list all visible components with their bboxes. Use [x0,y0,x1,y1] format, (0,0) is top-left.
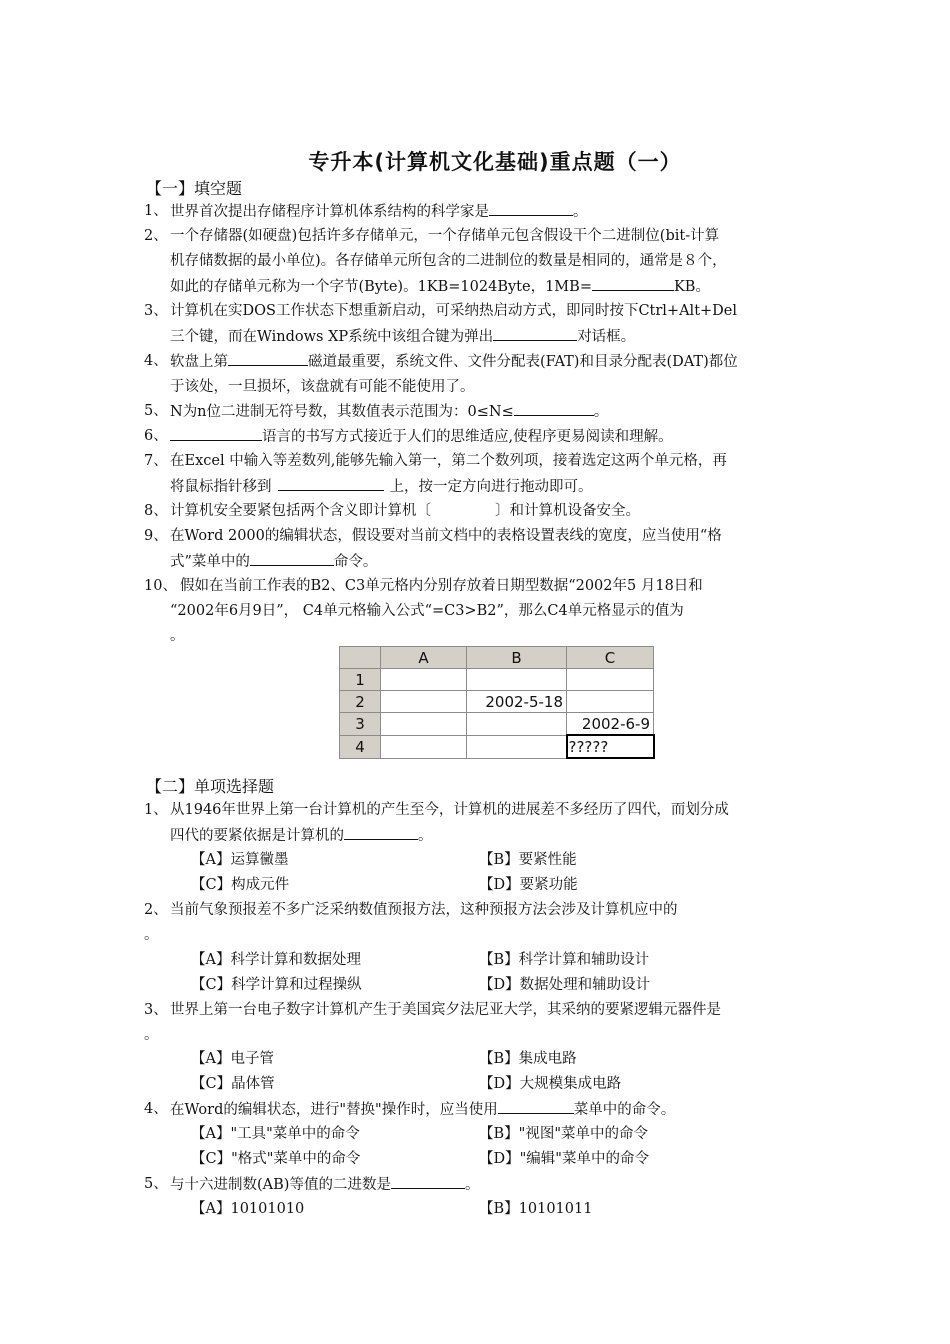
option-b[interactable]: 【B】科学计算和辅助设计 [479,952,650,968]
option-b[interactable]: 【B】10101011 [479,1201,593,1217]
choice-question-1: 1、 从1946年世界上第一台计算机的产生至今，计算机的进展差不多经历了四代，而划分成 四代的要紧依据是计算机的 。 [144,802,729,844]
option-d[interactable]: 【D】大规模集成电路 [479,1076,622,1092]
cell-b2: 2002-5-18 [467,691,567,713]
fill-question-4: 4、 软盘上第 磁道最重要，系统文件、文件分配表(FAT)和目录分配表(DAT)都位 于该处，一旦损坏，该盘就有可能不能使用了。 [144,349,808,400]
column-header-b: B [467,647,567,669]
choice-question-4: 4、 在Word的编辑状态，进行"替换"操作时，应当使用 菜单中的命令。 [144,1097,808,1123]
answer-blank[interactable] [514,399,594,416]
section-heading-choice: 【二】单项选择题 [146,777,275,796]
fill-question-6: 6、 语言的书写方式接近于人们的思维适应,使程序更易阅读和理解。 [144,424,808,450]
option-c[interactable]: 【C】构成元件 [191,877,290,893]
fill-question-9: 9、 在Word 2000的编辑状态，假设要对当前文档中的表格设置表线的宽度，应当使用“格 式”菜单中的 命令。 [144,528,722,570]
fill-question-1: 1、 世界首次提出存储程序计算机体系结构的科学家是 。 [144,199,808,225]
cell-b1 [467,669,567,691]
spreadsheet-snippet [339,646,655,759]
page-title: 专升本(计算机文化基础)重点题（一） [308,150,682,174]
answer-blank[interactable] [498,1097,574,1114]
cell-a4 [381,735,467,758]
option-d[interactable]: 【D】"编辑"菜单中的命令 [479,1151,649,1167]
answer-blank[interactable] [278,474,384,491]
answer-blank[interactable] [391,1172,465,1189]
option-c[interactable]: 【C】"格式"菜单中的命令 [191,1151,361,1167]
option-b[interactable]: 【B】要紧性能 [479,852,577,868]
answer-blank[interactable] [493,324,577,341]
option-a[interactable]: 【A】运算黴墨 [191,852,289,868]
option-d[interactable]: 【D】数据处理和辅助设计 [479,977,651,993]
row-header-3: 3 [340,713,381,736]
fill-question-7: 7、 在Excel 中输入等差数列,能够先输入第一，第二个数列项，接着选定这两个单元格，再 将鼠标指针移到 上，按一定方向进行拖动即可。 [144,453,727,495]
choice-question-2: 2、 当前气象预报差不多广泛采纳数值预报方法，这种预报方法会涉及计算机应中的 。 [144,902,678,943]
answer-blank[interactable] [250,549,334,566]
cell-b4 [467,735,567,758]
cell-c2 [567,691,654,713]
answer-blank[interactable] [489,199,573,216]
answer-blank[interactable] [228,349,308,366]
fill-question-2: 2、 一个存储器(如硬盘)包括许多存储单元，一个存储单元包含假设干个二进制位(bit-计算 机存储数据的最小单位)。各存储单元所包含的二进制位的数量是相同的，通常是８个， 如此的存储单元称为一个字节(Byte)。1KB=1024Byte，1MB= KB。 [144,228,727,295]
cell-a2 [381,691,467,713]
option-a[interactable]: 【A】科学计算和数据处理 [191,952,361,968]
choice-question-5: 5、 与十六进制数(AB)等值的二进数是 。 [144,1172,808,1198]
cell-b3 [467,713,567,736]
option-b[interactable]: 【B】集成电路 [479,1051,577,1067]
option-a[interactable]: 【A】10101010 [191,1201,305,1217]
answer-blank[interactable] [170,424,262,441]
cell-c3: 2002-6-9 [567,713,654,736]
option-b[interactable]: 【B】"视图"菜单中的命令 [479,1126,648,1142]
row-header-4: 4 [340,735,381,758]
fill-question-10: 10、 假如在当前工作表的B2、C3单元格内分别存放着日期型数据“2002年5 月18日和 “2002年6月9日”， C4单元格输入公式“=C3>B2”，那么C4单元格显示的值为 。 [144,578,703,644]
corner-cell [340,647,381,669]
answer-blank[interactable] [592,274,674,291]
fill-question-5: 5、 N为n位二进制无符号数，其数值表示范围为：0≤N≤ 。 [144,399,808,425]
option-d[interactable]: 【D】要紧功能 [479,877,578,893]
answer-blank[interactable] [344,823,418,840]
choice-question-3: 3、 世界上第一台电子数字计算机产生于美国宾夕法尼亚大学，其采纳的要紧逻辑元器件是 。 [144,1002,721,1043]
cell-c4-selected: ????? [567,735,654,758]
cell-a1 [381,669,467,691]
cell-a3 [381,713,467,736]
row-header-1: 1 [340,669,381,691]
row-header-2: 2 [340,691,381,713]
option-a[interactable]: 【A】电子管 [191,1051,274,1067]
section-heading-fill: 【一】填空题 [146,179,243,198]
option-c[interactable]: 【C】科学计算和过程操纵 [191,977,362,993]
fill-question-3: 3、 计算机在实DOS工作状态下想重新启动，可采纳热启动方式，即同时按下Ctrl+Alt+Del 三个键，而在Windows XP系统中该组合键为弹出 对话框。 [144,303,738,345]
cell-c1 [567,669,654,691]
fill-question-8: 8、 计算机安全要紧包括两个含义即计算机〔 〕和计算机设备安全。 [144,503,640,519]
option-a[interactable]: 【A】"工具"菜单中的命令 [191,1126,360,1142]
column-header-a: A [381,647,467,669]
column-header-c: C [567,647,654,669]
option-c[interactable]: 【C】晶体管 [191,1076,275,1092]
